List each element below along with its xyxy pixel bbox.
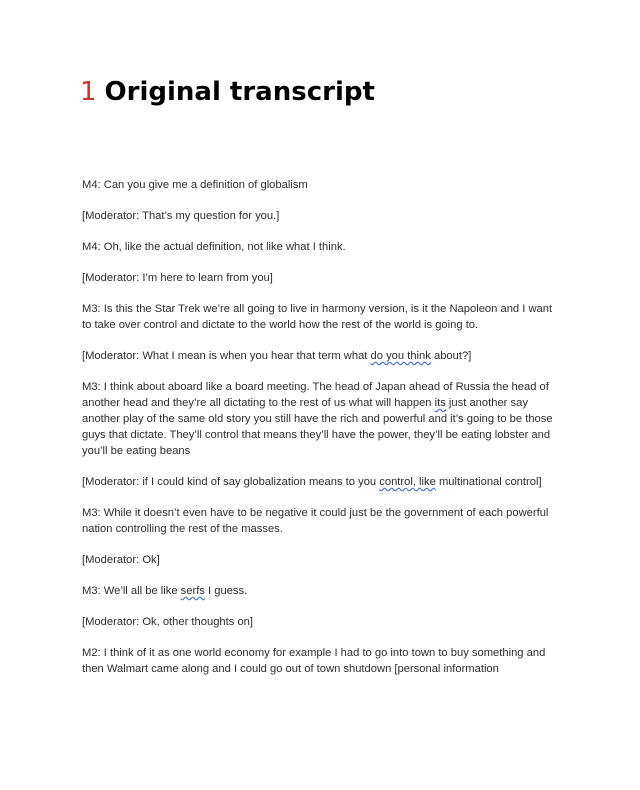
transcript-paragraph: [Moderator: That’s my question for you.] <box>82 210 280 222</box>
paragraph-text: [Moderator: if I could kind of say globalization means to you <box>82 476 380 488</box>
grammar-flagged-text[interactable]: control, like <box>379 476 436 488</box>
transcript-paragraph <box>82 583 560 599</box>
transcript-paragraph: [Moderator: I’m here to learn from you] <box>82 272 273 284</box>
transcript-paragraph: [Moderator: Ok, other thoughts on] <box>82 616 254 628</box>
section-heading <box>80 74 375 110</box>
section-number: 1 <box>80 77 97 107</box>
paragraph-text: M3: I think about aboard like a board meeting. The head of Japan ahead of Russia the head of another head and they’re all dictating to the rest of us what will happen <box>82 381 549 409</box>
grammar-flagged-text[interactable]: serfs <box>180 585 205 597</box>
grammar-flagged-text[interactable]: do you think <box>370 350 431 362</box>
paragraph-text: just another say another play of the same old story you still have the rich and powerful and it’s going to be those guys that dictate. They’ll control that means they’ll have the power, they’ll be eating lobster and you’ll be eating beans <box>82 397 553 457</box>
transcript-paragraph: M3: While it doesn’t even have to be negative it could just be the government of each powerful nation controlling the rest of the masses. <box>82 507 549 535</box>
transcript-paragraph: M3: Is this the Star Trek we’re all going to live in harmony version, is it the Napoleon and I want to take over control and dictate to the world how the rest of the world is going to. <box>82 303 553 331</box>
transcript-paragraph: [Moderator: Ok] <box>82 554 160 566</box>
transcript-paragraph: M2: I think of it as one world economy for example I had to go into town to buy something and then Walmart came along and I could go out of town shutdown [personal information <box>82 647 546 675</box>
transcript-body <box>82 177 560 692</box>
paragraph-text: M3: We’ll all be like <box>82 585 181 597</box>
transcript-paragraph: M4: Oh, like the actual definition, not like what I think. <box>82 241 346 253</box>
section-title: Original transcript <box>104 77 375 107</box>
paragraph-text: [Moderator: What I mean is when you hear that term what <box>82 350 371 362</box>
transcript-paragraph <box>82 379 560 459</box>
transcript-paragraph: M4: Can you give me a definition of globalism <box>82 179 308 191</box>
paragraph-text: I guess. <box>204 585 248 597</box>
paragraph-text: about?] <box>430 350 472 362</box>
paragraph-text: multinational control] <box>435 476 542 488</box>
grammar-flagged-text[interactable]: its <box>434 397 446 409</box>
transcript-paragraph <box>82 348 560 364</box>
transcript-paragraph <box>82 474 560 490</box>
